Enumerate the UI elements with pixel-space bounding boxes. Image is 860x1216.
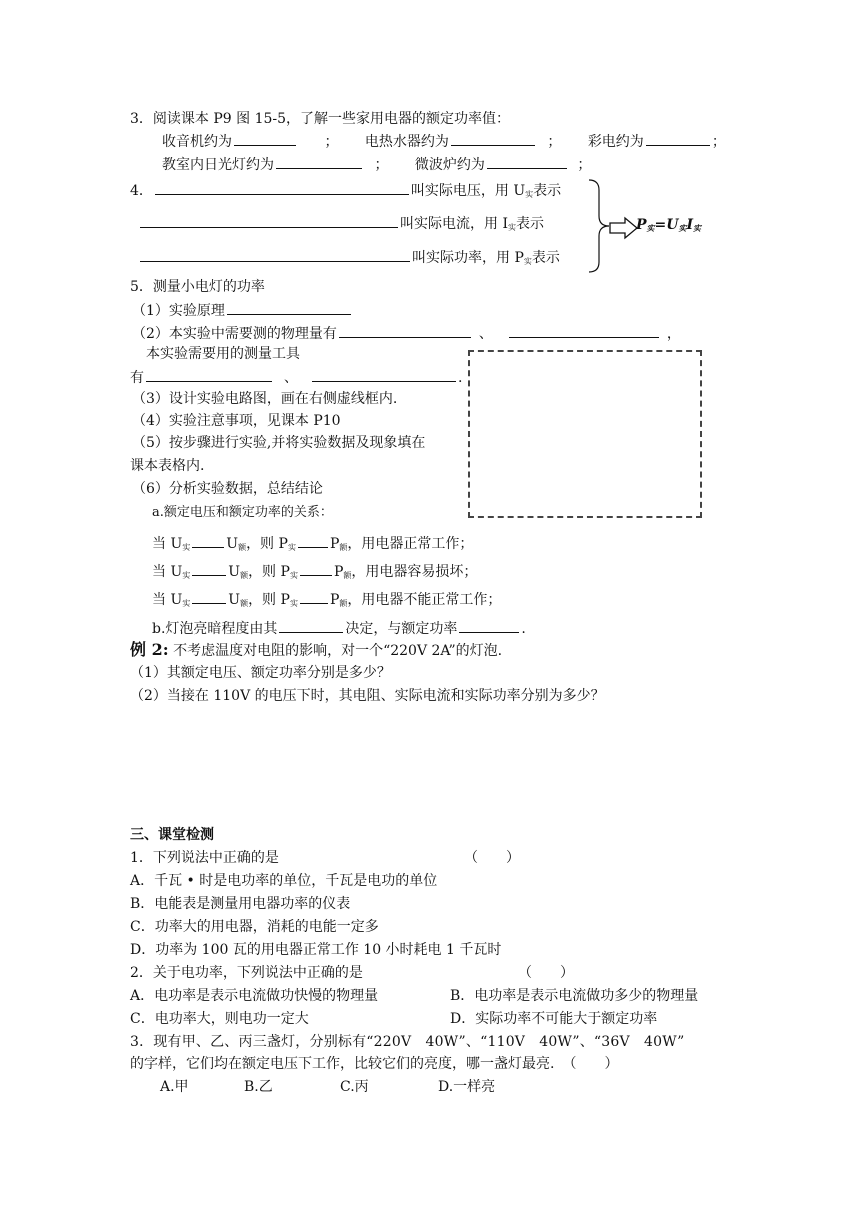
current-blank[interactable]	[140, 213, 398, 228]
q4-line2: 叫实际电流，用 $I_实$表示	[138, 213, 544, 237]
power-formula: $P_实=U_实I_实$	[636, 217, 702, 233]
b-line: b.灯泡亮暗程度由其 决定，与额定功率 .	[152, 618, 526, 638]
q5-s5b: 课本表格内.	[130, 458, 205, 474]
rel1-blank-u[interactable]	[192, 533, 224, 548]
check-q3-option-d[interactable]: D.一样亮	[438, 1079, 496, 1095]
q5-s2: （2）本实验中需要测的物理量有 、 ，	[132, 323, 681, 343]
q2-answer-paren[interactable]: （ ）	[518, 965, 574, 981]
q3-line2: 教室内日光灯约为 ； 微波炉约为 ；	[162, 154, 591, 174]
relation-row-1: 当 $U_实$ $U_额$，则 $P_实$ $P_额$，用电器正常工作；	[152, 533, 473, 557]
q5-s5a: （5）按步骤进行实验,并将实验数据及现象填在	[132, 435, 426, 451]
q3-line1: 收音机约为 ； 电热水器约为 ； 彩电约为 ；	[162, 131, 726, 151]
check-q2-d: D．实际功率不可能大于额定功率	[450, 1011, 658, 1027]
heater-blank[interactable]	[451, 131, 535, 146]
lamp-blank[interactable]	[276, 154, 362, 169]
circuit-diagram-box[interactable]	[468, 350, 702, 518]
q1-answer-paren[interactable]: （ ）	[464, 850, 520, 866]
q5-s1: （1）实验原理	[132, 300, 353, 320]
check-q1-a: A．千瓦 • 时是电功率的单位，千瓦是电功的单位	[130, 873, 438, 889]
arrow-right-icon	[609, 216, 639, 240]
check-q1-b: B．电能表是测量用电器功率的仪表	[130, 896, 351, 912]
q5-s4: （4）实验注意事项，见课本 P10	[132, 413, 341, 429]
check-q3-option-b[interactable]: B.乙	[244, 1079, 273, 1095]
principle-blank[interactable]	[227, 300, 351, 315]
q5-tools-2: 有 、 .	[130, 367, 462, 387]
relation-row-3: 当 $U_实$ $U_额$，则 $P_实$ $P_额$，用电器不能正常工作；	[152, 589, 501, 613]
voltage-blank[interactable]	[155, 180, 409, 195]
check-q1: 1．下列说法中正确的是 （ ）	[130, 850, 520, 866]
rel2-blank-u[interactable]	[192, 561, 226, 576]
check-q3-line1: 3．现有甲、乙、丙三盏灯，分别标有“220V 40W”、“110V 40W”、“36V 40W”	[130, 1034, 685, 1050]
section-heading: 三、课堂检测	[130, 827, 214, 843]
micro-blank[interactable]	[487, 154, 567, 169]
heater-label: 电热水器约为	[364, 134, 449, 150]
q3-title: 3．阅读课本 P9 图 15-5，了解一些家用电器的额定功率值：	[130, 111, 511, 127]
q5-s3: （3）设计实验电路图，画在右侧虚线框内.	[132, 391, 398, 407]
q5-title: 5．测量小电灯的功率	[130, 279, 265, 295]
quantity-blank-2[interactable]	[509, 323, 659, 338]
relation-row-2: 当 $U_实$ $U_额$，则 $P_实$ $P_额$，用电器容易损坏；	[152, 561, 477, 585]
rel2-blank-p[interactable]	[300, 561, 332, 576]
rated-power-blank[interactable]	[459, 618, 519, 633]
q5-tools-1: 本实验需要用的测量工具	[146, 346, 300, 362]
check-q2-b: B．电功率是表示电流做功多少的物理量	[450, 988, 699, 1004]
check-q2: 2．关于电功率，下列说法中正确的是 （ ）	[130, 965, 574, 981]
tool-blank-2[interactable]	[312, 367, 456, 382]
example-2-q1: （1）其额定电压、额定功率分别是多少？	[130, 665, 391, 681]
power-blank[interactable]	[140, 247, 410, 262]
check-q2-c: C．电功率大，则电功一定大	[130, 1011, 309, 1027]
check-q3-option-c[interactable]: C.丙	[340, 1079, 369, 1095]
brightness-blank[interactable]	[279, 618, 343, 633]
example-2-q2: （2）当接在 110V 的电压下时，其电阻、实际电流和实际功率分别为多少？	[130, 688, 605, 704]
radio-label: 收音机约为	[162, 134, 232, 150]
radio-blank[interactable]	[234, 131, 296, 146]
rel3-blank-p[interactable]	[300, 589, 328, 604]
q3-answer-paren[interactable]: （ ）	[562, 1056, 619, 1072]
tool-blank-1[interactable]	[146, 367, 272, 382]
example-2-label: 例 2:	[130, 640, 169, 659]
rel3-blank-u[interactable]	[192, 589, 226, 604]
q4-line1: 4． 叫实际电压，用 $U_实$表示	[130, 180, 561, 204]
tv-label: 彩电约为	[587, 134, 644, 150]
q4-line3: 叫实际功率，用 $P_实$表示	[138, 247, 560, 271]
check-q1-c: C．功率大的用电器，消耗的电能一定多	[130, 919, 379, 935]
check-q3-option-a[interactable]: A.甲	[160, 1079, 189, 1095]
micro-label: 微波炉约为	[414, 157, 485, 173]
rel1-blank-p[interactable]	[298, 533, 328, 548]
lamp-label: 教室内日光灯约为	[162, 157, 274, 173]
check-q3-line2: 的字样，它们均在额定电压下工作，比较它们的亮度，哪一盏灯最亮. （ ）	[130, 1056, 619, 1072]
check-q2-a: A．电功率是表示电流做功快慢的物理量	[130, 988, 379, 1004]
q5-s6: （6）分析实验数据，总结结论	[132, 481, 323, 497]
check-q1-d: D．功率为 100 瓦的用电器正常工作 10 小时耗电 1 千瓦时	[130, 942, 502, 958]
tv-blank[interactable]	[646, 131, 710, 146]
example-2: 例 2: 不考虑温度对电阻的影响，对一个“220V 2A”的灯泡.	[130, 640, 503, 659]
quantity-blank-1[interactable]	[339, 323, 471, 338]
a-title: a.额定电压和额定功率的关系：	[152, 505, 333, 520]
